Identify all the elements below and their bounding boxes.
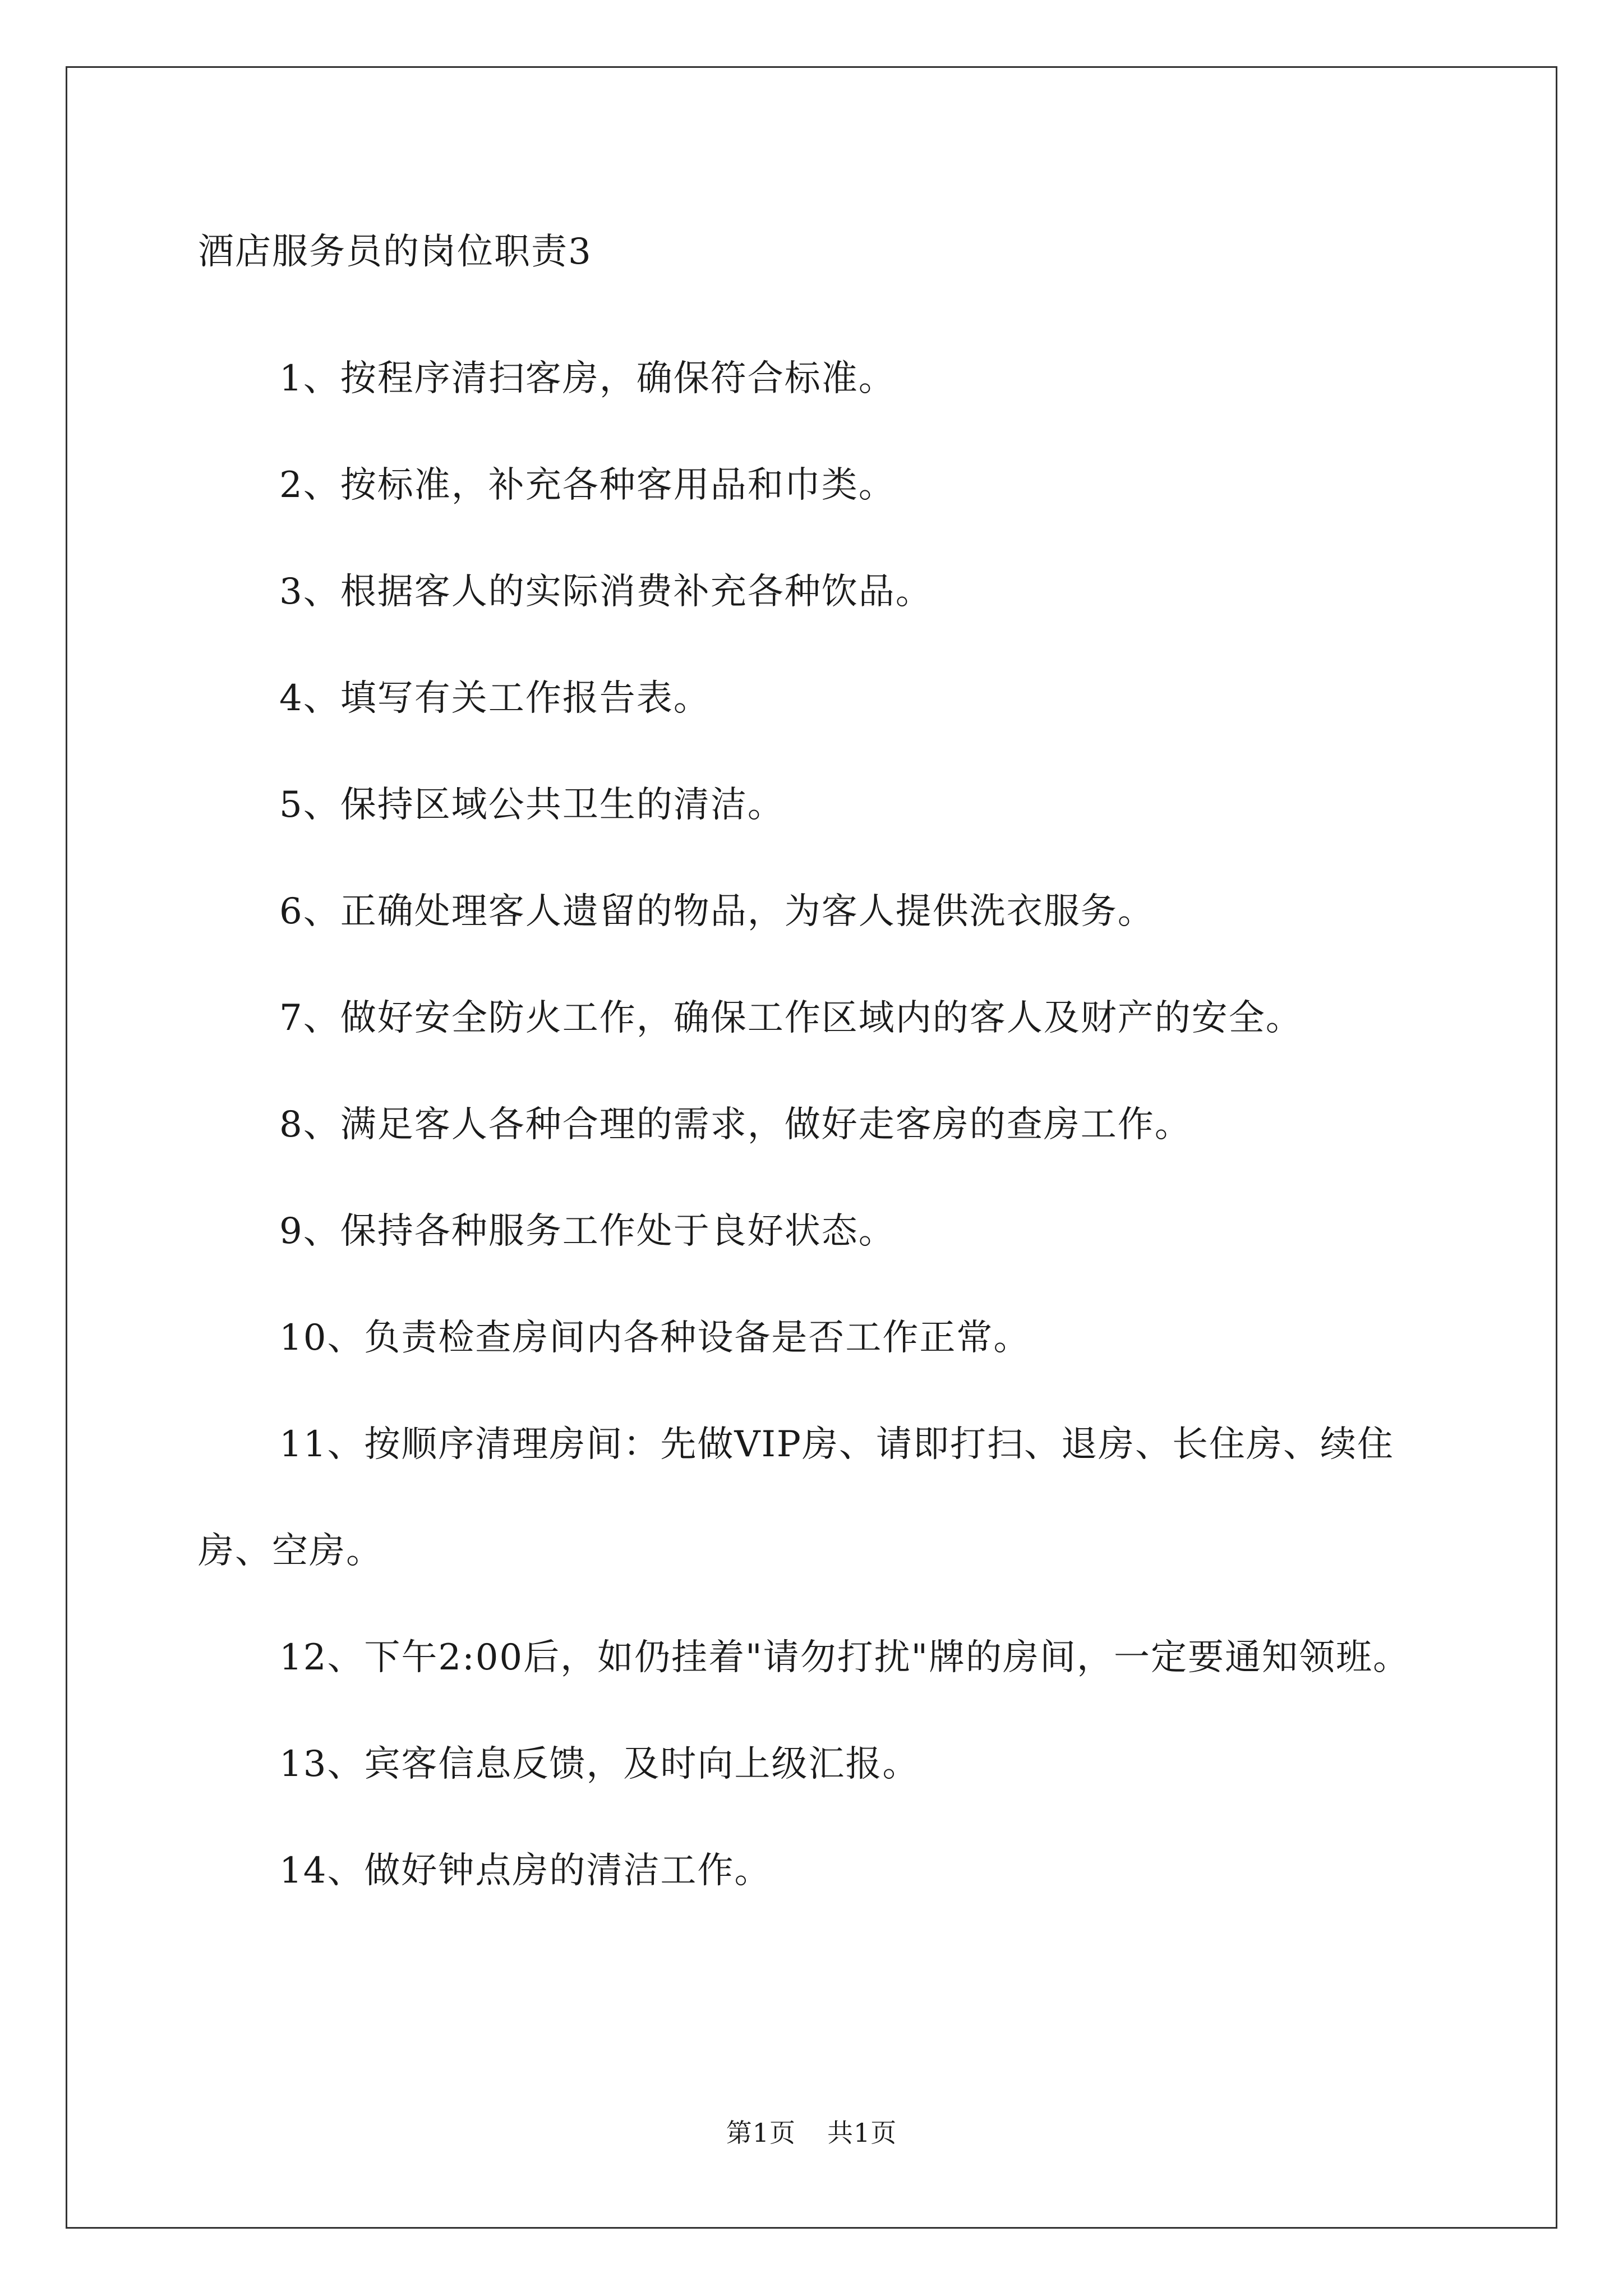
page-footer <box>0 2116 1623 2150</box>
duty-item-11: 11、按顺序清理房间：先做VIP房、请即打扫、退房、长住房、续住房、空房。 <box>198 1424 1394 1572</box>
duty-item-6: 6、正确处理客人遗留的物品，为客人提供洗衣服务。 <box>279 891 1155 932</box>
page-number-total: 共1页 <box>827 2118 897 2148</box>
duty-item-14: 14、做好钟点房的清洁工作。 <box>279 1850 772 1892</box>
document-body <box>198 219 1432 1924</box>
duty-item-1: 1、按程序清扫客房，确保符合标准。 <box>279 358 896 399</box>
duty-item-4: 4、填写有关工作报告表。 <box>279 678 711 719</box>
duty-item-12: 12、下午2:00后，如仍挂着"请勿打扰"牌的房间，一定要通知领班。 <box>279 1637 1410 1678</box>
duty-item-5: 5、保持区域公共卫生的清洁。 <box>279 784 785 826</box>
duty-item-9: 9、保持各种服务工作处于良好状态。 <box>279 1211 896 1252</box>
page-number-current: 第1页 <box>726 2118 796 2148</box>
duty-item-2: 2、按标准，补充各种客用品和巾类。 <box>279 464 896 506</box>
duty-item-7: 7、做好安全防火工作，确保工作区域内的客人及财产的安全。 <box>279 997 1303 1039</box>
duty-item-8: 8、满足客人各种合理的需求，做好走客房的查房工作。 <box>279 1104 1192 1145</box>
duty-item-3: 3、根据客人的实际消费补充各种饮品。 <box>279 571 933 613</box>
duty-item-13: 13、宾客信息反馈，及时向上级汇报。 <box>279 1743 920 1785</box>
document-title: 酒店服务员的岗位职责3 <box>198 231 592 273</box>
duty-item-10: 10、负责检查房间内各种设备是否工作正常。 <box>279 1317 1031 1359</box>
